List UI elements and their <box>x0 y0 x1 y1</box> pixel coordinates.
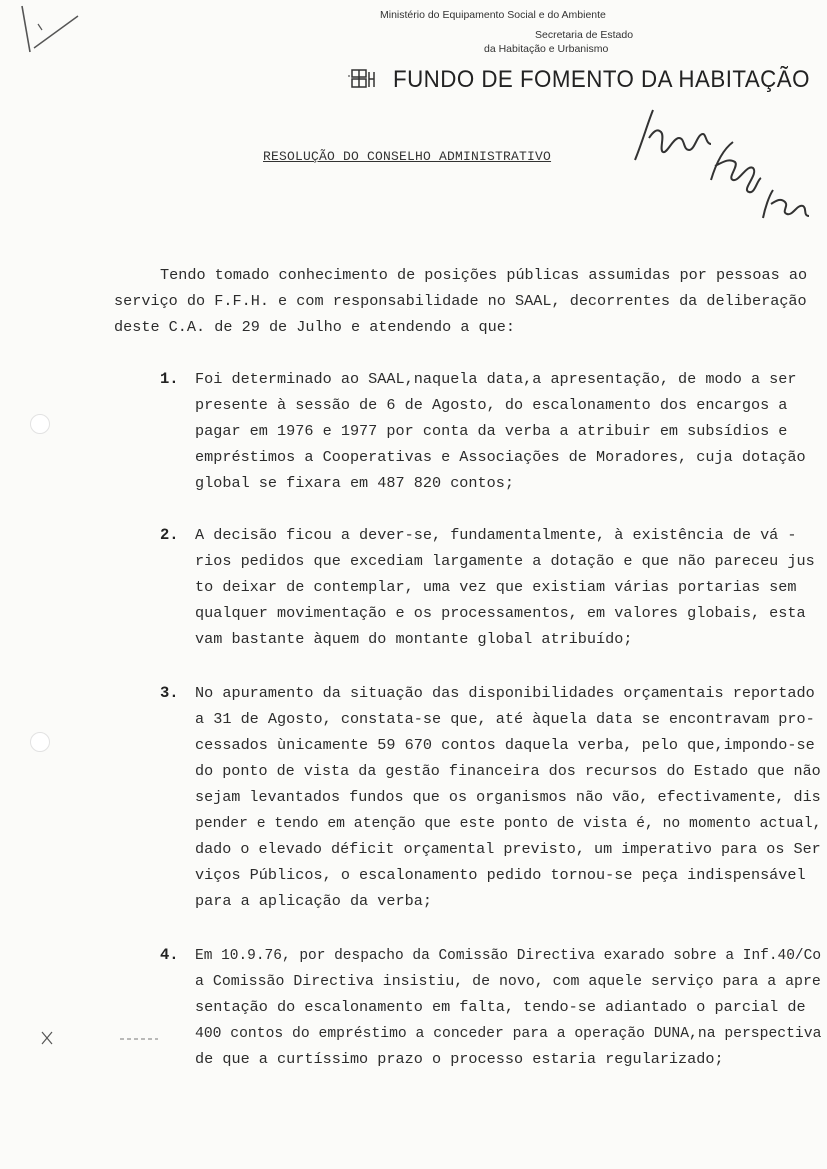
item-line: Em 10.9.76, por despacho da Comissão Directiva exarado sobre a Inf.40/Co <box>195 946 822 964</box>
item-line: global se fixara em 487 820 contos; <box>195 474 514 492</box>
item-line: 400 contos do empréstimo a conceder para a operação DUNA,na perspectiva <box>195 1024 822 1042</box>
item-line: a Comissão Directiva insistiu, de novo, com aquele serviço para a apre <box>195 972 821 990</box>
item-number: 3. <box>160 684 179 702</box>
item-line: vam bastante àquem do montante global atribuído; <box>195 630 633 648</box>
item-line: do ponto de vista da gestão financeira dos recursos do Estado que não <box>195 762 821 780</box>
habitacao-line: da Habitação e Urbanismo <box>484 43 609 55</box>
item-line: cessados ùnicamente 59 670 contos daquela verba, pelo que,impondo-se <box>195 736 815 754</box>
item-line: para a aplicação da verba; <box>195 892 432 910</box>
intro-line: Tendo tomado conhecimento de posições públicas assumidas por pessoas ao <box>160 266 808 284</box>
item-line: presente à sessão de 6 de Agosto, do escalonamento dos encargos a <box>195 396 788 414</box>
punch-hole <box>30 414 50 434</box>
item-line: pender e tendo em atenção que este ponto de vista é, no momento actual, <box>195 814 822 832</box>
item-line: No apuramento da situação das disponibilidades orçamentais reportado <box>195 684 815 702</box>
document-title: RESOLUÇÃO DO CONSELHO ADMINISTRATIVO <box>263 149 552 164</box>
item-line: Foi determinado ao SAAL,naquela data,a apresentação, de modo a ser <box>195 370 797 388</box>
item-number: 2. <box>160 526 179 544</box>
margin-mark-icon <box>40 1028 160 1050</box>
handwritten-initials-icon <box>625 100 825 230</box>
item-line: qualquer movimentação e os processamentos, em valores globais, esta <box>195 604 806 622</box>
secretaria-line: Secretaria de Estado <box>535 29 634 41</box>
intro-line: serviço do F.F.H. e com responsabilidade no SAAL, decorrentes da deliberação <box>114 292 807 310</box>
item-line: sentação do escalonamento em falta, tendo-se adiantado o parcial de <box>195 998 806 1016</box>
fund-logo-icon <box>348 68 386 90</box>
item-line: sejam levantados fundos que os organismos não vão, efectivamente, dis <box>195 788 821 806</box>
ministry-line: Ministério do Equipamento Social e do Ambiente <box>380 9 606 21</box>
item-number: 4. <box>160 946 179 964</box>
item-line: A decisão ficou a dever-se, fundamentalmente, à existência de vá - <box>195 526 797 544</box>
item-line: rios pedidos que excediam largamente a dotação e que não pareceu jus <box>195 552 815 570</box>
item-line: a 31 de Agosto, constata-se que, até àquela data se encontravam pro- <box>195 710 815 728</box>
intro-line: deste C.A. de 29 de Julho e atendendo a que: <box>114 318 516 336</box>
item-number: 1. <box>160 370 179 388</box>
fund-name: FUNDO DE FOMENTO DA HABITAÇÃO <box>393 66 810 93</box>
item-line: de que a curtíssimo prazo o processo estaria regularizado; <box>195 1050 724 1068</box>
item-line: dado o elevado déficit orçamental previsto, um imperativo para os Ser <box>195 840 821 858</box>
item-line: pagar em 1976 e 1977 por conta da verba a atribuir em subsídios e <box>195 422 788 440</box>
item-line: viços Públicos, o escalonamento pedido tornou-se peça indispensável <box>195 866 806 884</box>
corner-scribble-icon <box>8 2 98 62</box>
punch-hole <box>30 732 50 752</box>
item-line: empréstimos a Cooperativas e Associações de Moradores, cuja dotação <box>195 448 806 466</box>
item-line: to deixar de contemplar, uma vez que existiam várias portarias sem <box>195 578 797 596</box>
